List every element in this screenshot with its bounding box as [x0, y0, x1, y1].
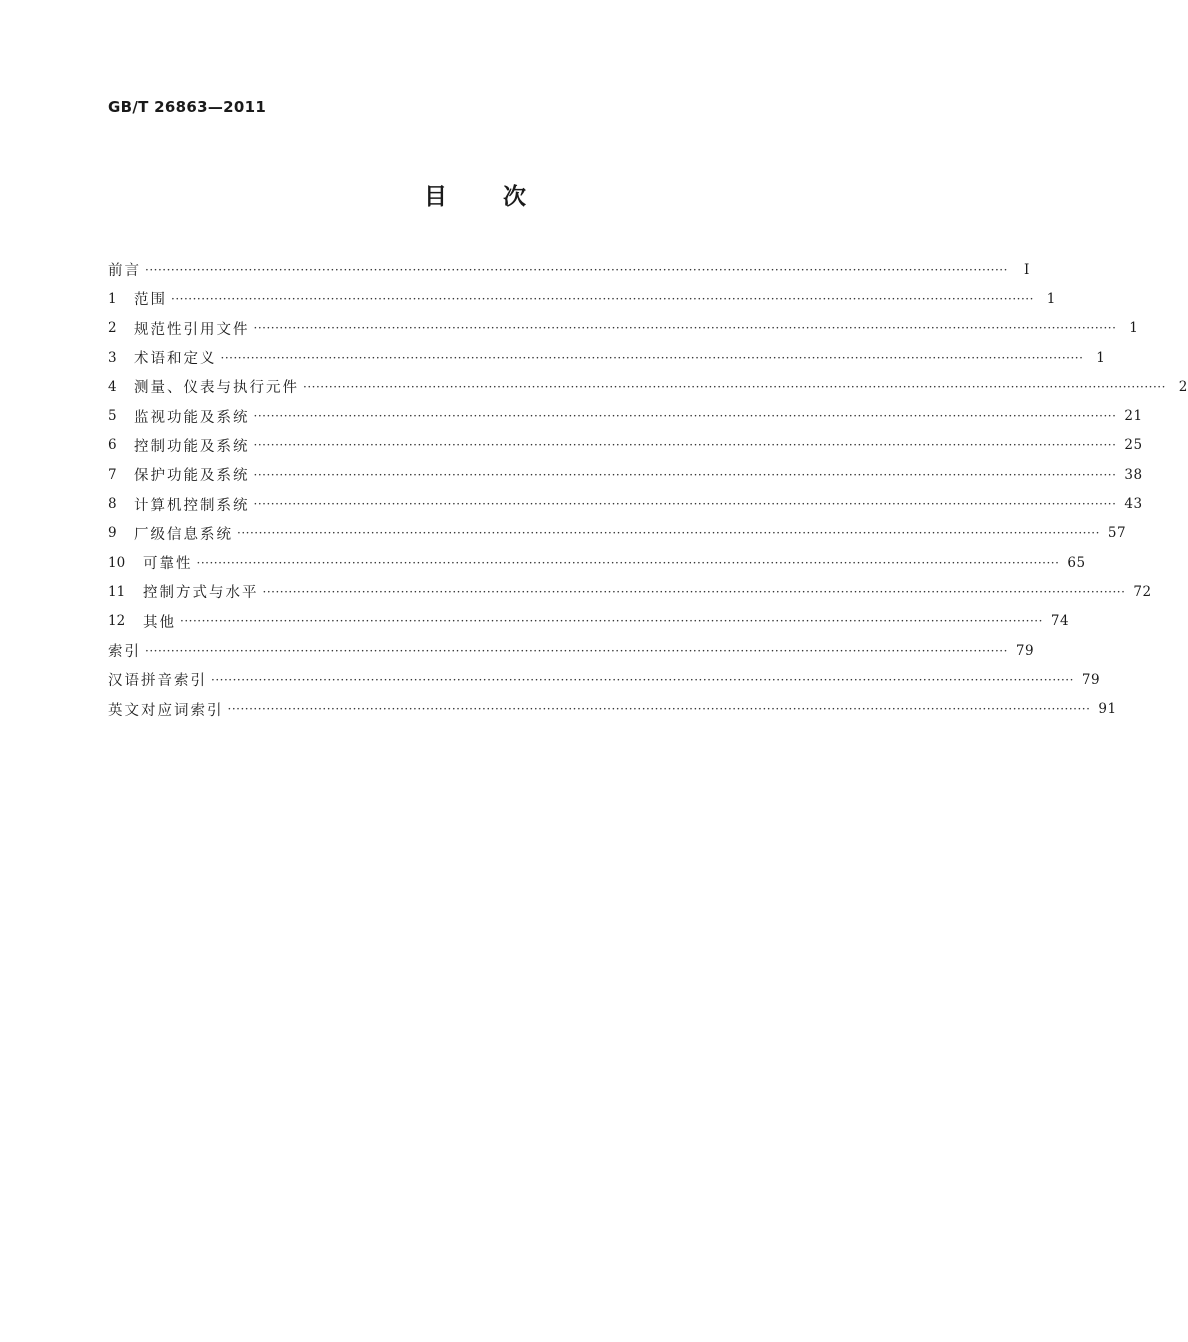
toc-entry-page: 72 [1133, 583, 1152, 600]
page-title [0, 178, 950, 211]
toc-leader: ········································································································································································································ [220, 350, 1084, 365]
toc-entry-label: 汉语拼音索引 [108, 673, 207, 690]
toc-entry-label: 控制功能及系统 [134, 438, 250, 455]
toc-entry-5[interactable] [108, 401, 1143, 430]
toc-entry-7[interactable] [108, 460, 1143, 489]
toc-entry-label: 英文对应词索引 [108, 702, 224, 719]
toc-entry-label: 范围 [134, 292, 167, 309]
toc-entry-number: 11 [108, 583, 126, 600]
toc-leader: ········································································································································································································ [196, 555, 1060, 570]
toc-entry-number: 10 [108, 554, 126, 571]
toc-entry-foreword[interactable] [108, 255, 1030, 284]
toc-entry-9[interactable] [108, 519, 1127, 548]
toc-entry-1[interactable] [108, 284, 1056, 313]
page-title-char-2: 次 [503, 184, 526, 210]
toc-leader: ········································································································································································································ [145, 643, 1008, 658]
toc-leader: ········································································································································································································ [237, 526, 1100, 541]
toc-leader: ········································································································································································································ [171, 291, 1034, 306]
toc-entry-12[interactable] [108, 607, 1070, 636]
toc-entry-label: 监视功能及系统 [134, 409, 250, 426]
toc-entry-page: 25 [1124, 437, 1143, 454]
toc-entry-label: 控制方式与水平 [143, 585, 259, 602]
toc-leader: ········································································································································································································ [211, 672, 1074, 687]
toc-leader: ········································································································································································································ [253, 467, 1117, 482]
toc-leader: ········································································································································································································ [145, 262, 1008, 277]
toc-entry-4[interactable] [108, 372, 1188, 401]
toc-entry-3[interactable] [108, 343, 1106, 372]
toc-entry-label: 计算机控制系统 [134, 497, 250, 514]
toc-entry-page: 43 [1124, 496, 1143, 513]
toc-entry-6[interactable] [108, 431, 1143, 460]
toc-entry-page: 1 [1129, 320, 1139, 337]
toc-entry-page: 1 [1046, 290, 1056, 307]
toc-entry-label: 规范性引用文件 [134, 321, 250, 338]
table-of-contents [108, 255, 1188, 724]
toc-entry-page: 65 [1067, 554, 1086, 571]
toc-entry-label: 测量、仪表与执行元件 [134, 380, 299, 397]
toc-entry-11[interactable] [108, 577, 1152, 606]
toc-entry-8[interactable] [108, 489, 1143, 518]
toc-entry-label: 术语和定义 [134, 351, 217, 368]
toc-entry-page: 79 [1015, 642, 1035, 659]
toc-entry-page: 1 [1096, 349, 1106, 366]
toc-entry-index[interactable] [108, 636, 1035, 665]
toc-entry-page: 74 [1050, 613, 1070, 630]
toc-entry-english-index[interactable] [108, 694, 1117, 723]
toc-entry-label: 可靠性 [143, 556, 193, 573]
toc-entry-number: 3 [108, 349, 117, 366]
toc-entry-number: 6 [108, 437, 117, 454]
toc-leader: ········································································································································································································ [180, 614, 1043, 629]
toc-entry-label: 保护功能及系统 [134, 468, 250, 485]
toc-entry-number: 5 [108, 408, 117, 425]
toc-entry-page: 57 [1107, 525, 1127, 542]
toc-leader: ········································································································································································································ [303, 379, 1166, 394]
toc-leader: ········································································································································································································ [253, 321, 1117, 336]
toc-entry-page: Ⅰ [1024, 261, 1030, 278]
toc-leader: ········································································································································································································ [253, 438, 1117, 453]
toc-entry-number: 9 [108, 525, 117, 542]
toc-entry-label: 其他 [143, 614, 176, 631]
toc-entry-page: 79 [1081, 671, 1101, 688]
toc-entry-label: 厂级信息系统 [134, 526, 233, 543]
toc-entry-number: 2 [108, 320, 117, 337]
toc-entry-number: 1 [108, 290, 117, 307]
toc-entry-number: 7 [108, 466, 117, 483]
toc-leader: ········································································································································································································ [227, 702, 1091, 717]
toc-entry-page: 91 [1098, 701, 1117, 718]
toc-entry-10[interactable] [108, 548, 1086, 577]
standard-code: GB/T 26863—2011 [108, 98, 267, 116]
toc-entry-2[interactable] [108, 314, 1139, 343]
page-title-char-1: 目 [424, 184, 447, 210]
toc-entry-number: 4 [108, 378, 117, 395]
toc-entry-label: 前言 [108, 263, 141, 280]
toc-entry-label: 索引 [108, 644, 141, 660]
toc-entry-page: 2 [1178, 378, 1188, 395]
toc-entry-pinyin-index[interactable] [108, 665, 1101, 694]
toc-leader: ········································································································································································································ [253, 497, 1117, 512]
toc-entry-page: 21 [1124, 408, 1143, 425]
toc-leader: ········································································································································································································ [262, 584, 1126, 599]
toc-entry-number: 8 [108, 496, 117, 513]
toc-leader: ········································································································································································································ [253, 409, 1117, 424]
toc-entry-number: 12 [108, 613, 126, 630]
toc-entry-page: 38 [1124, 466, 1143, 483]
